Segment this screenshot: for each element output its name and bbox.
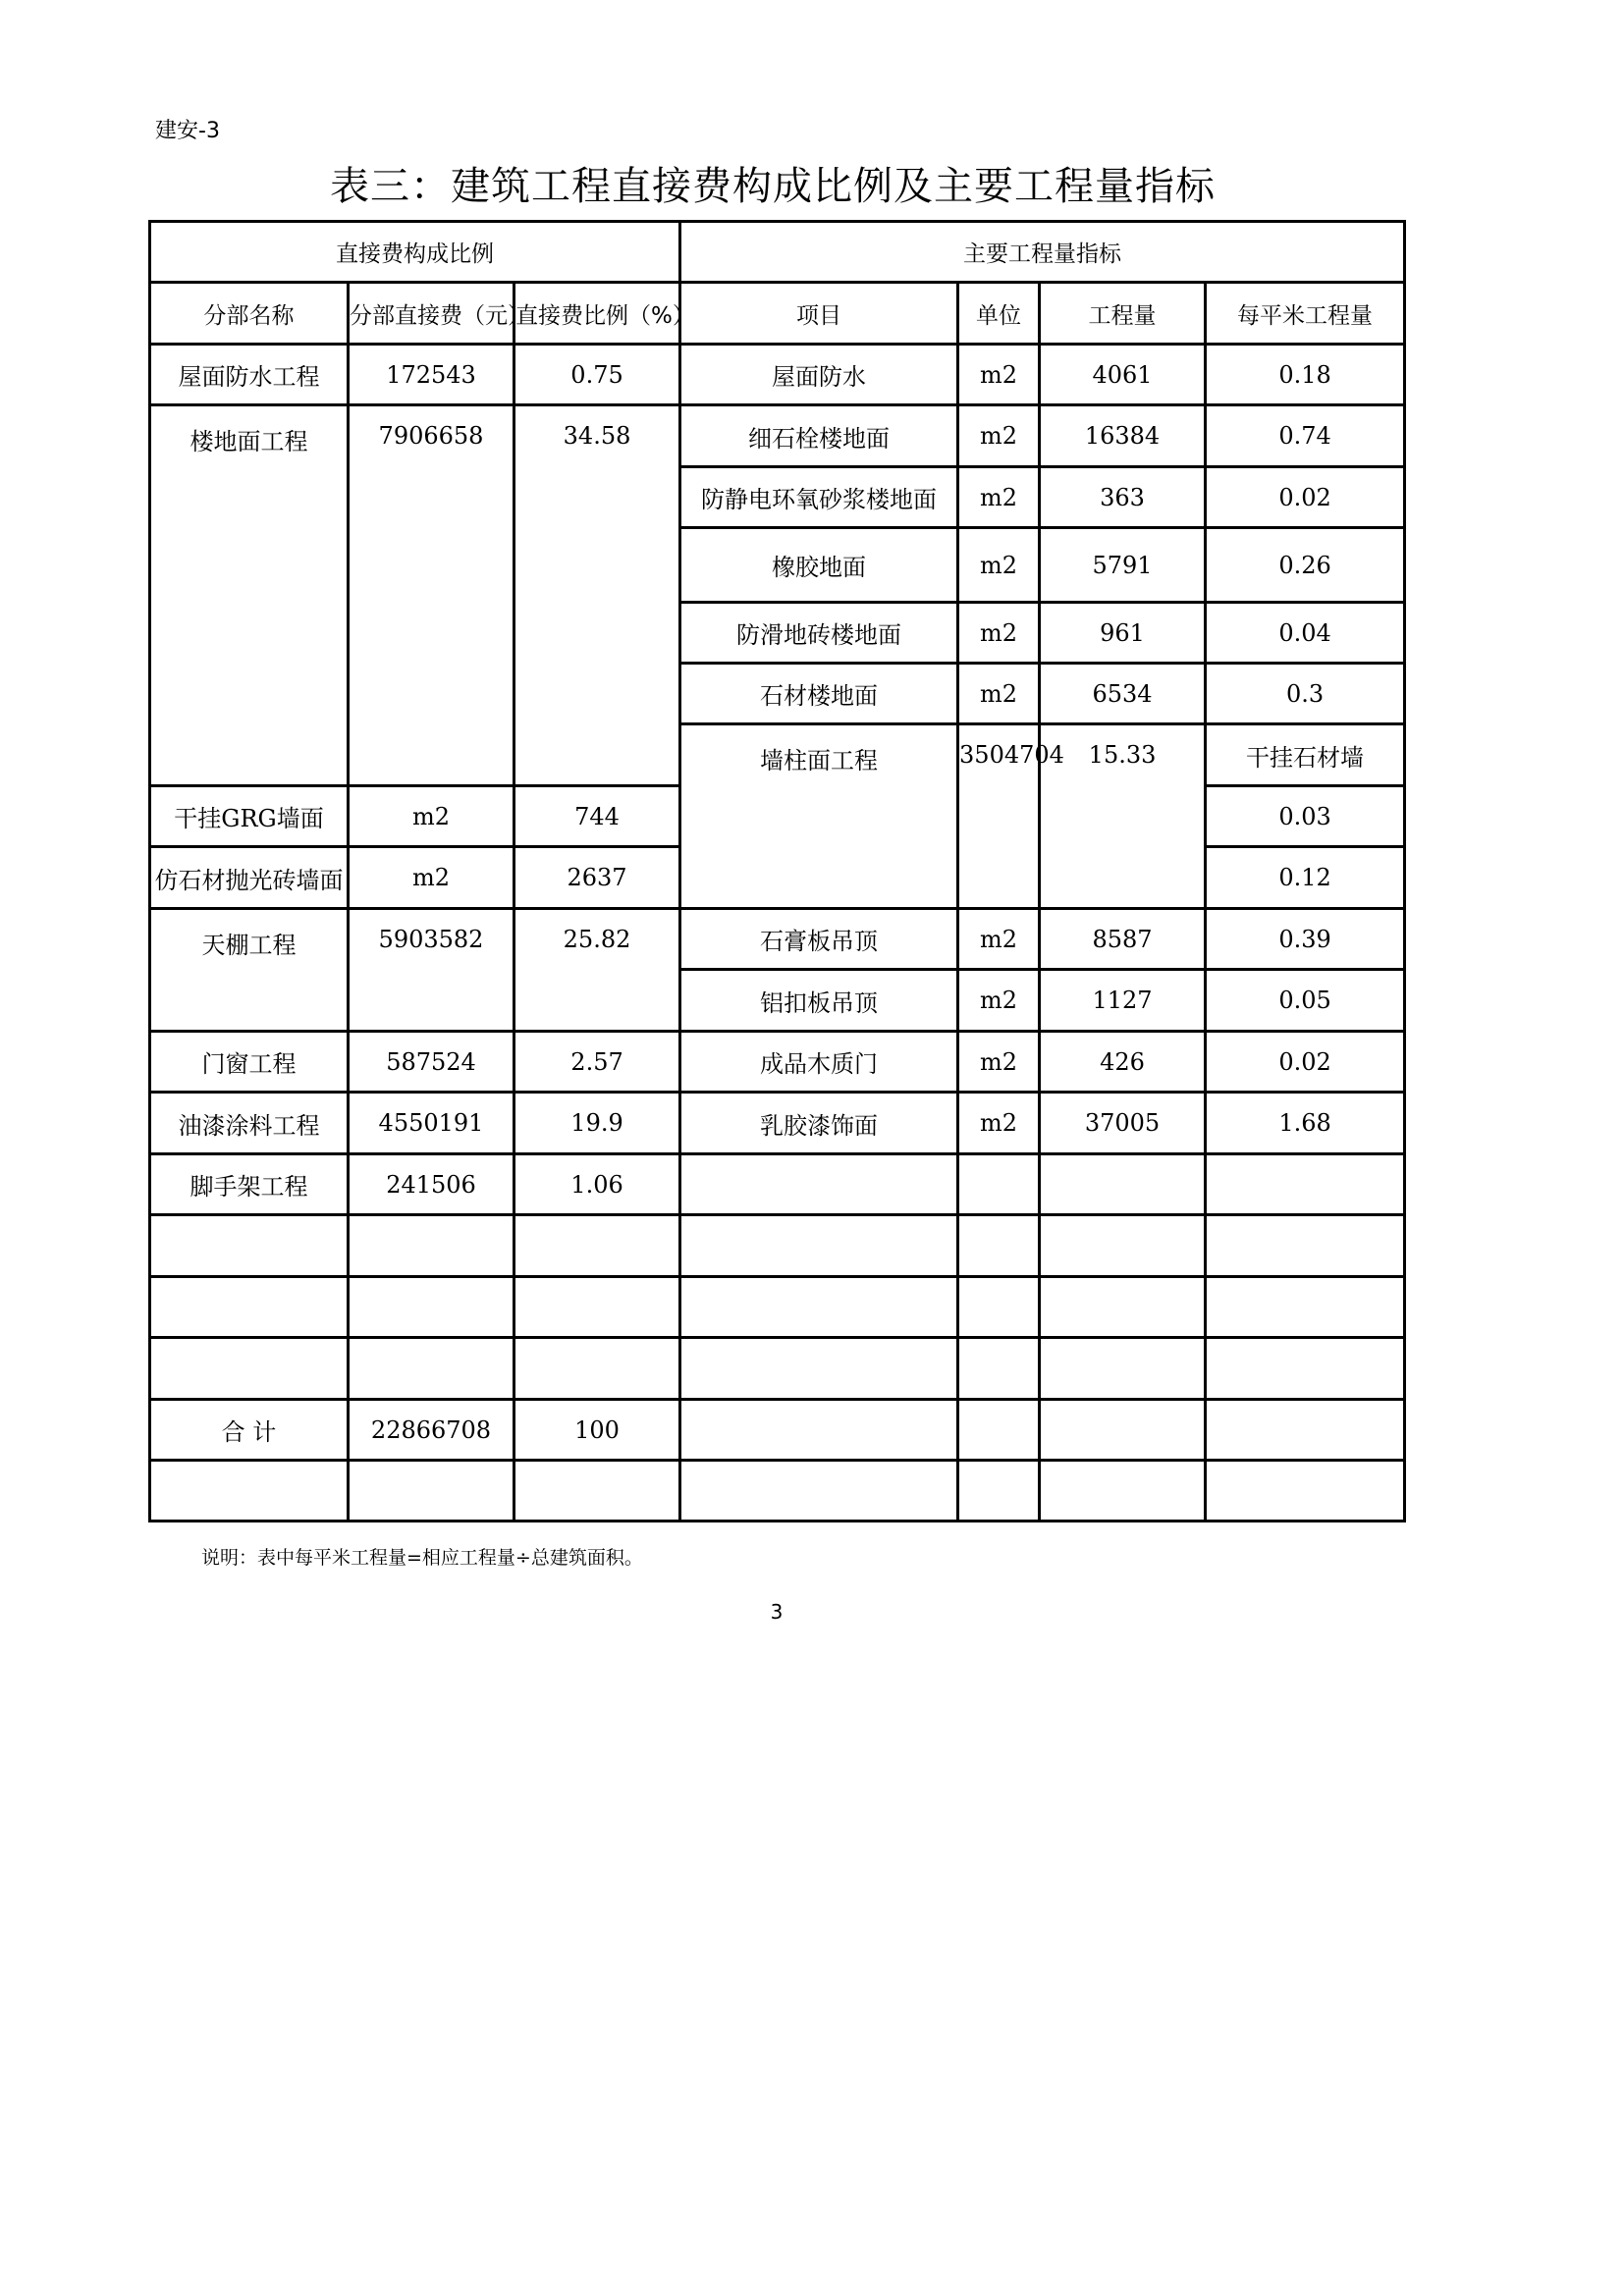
item-name: 石膏板吊顶 bbox=[680, 909, 958, 970]
item-name: 防滑地砖楼地面 bbox=[680, 603, 958, 664]
item-per-sqm: 0.3 bbox=[1206, 664, 1405, 724]
empty-cell bbox=[1040, 1461, 1206, 1522]
item-per-sqm: 0.18 bbox=[1206, 345, 1405, 405]
item-unit: m2 bbox=[958, 345, 1040, 405]
division-ratio: 1.06 bbox=[514, 1154, 680, 1215]
empty-cell bbox=[1040, 1338, 1206, 1400]
item-unit: m2 bbox=[958, 405, 1040, 467]
table-row bbox=[150, 405, 1405, 467]
header-division-cost: 分部直接费（元） bbox=[349, 283, 514, 345]
item-per-sqm: 0.74 bbox=[1206, 405, 1405, 467]
item-name: 乳胶漆饰面 bbox=[680, 1093, 958, 1154]
header-division-name: 分部名称 bbox=[150, 283, 349, 345]
document-code: 建安-3 bbox=[155, 119, 220, 143]
empty-cell bbox=[349, 1277, 514, 1338]
item-name: 干挂GRG墙面 bbox=[150, 786, 349, 847]
item-unit: m2 bbox=[958, 467, 1040, 528]
table-row bbox=[150, 1093, 1405, 1154]
empty-cell bbox=[1040, 1277, 1206, 1338]
item-unit: m2 bbox=[958, 970, 1040, 1032]
item-qty: 363 bbox=[1040, 467, 1206, 528]
empty-row bbox=[150, 1461, 1405, 1522]
table-row bbox=[150, 345, 1405, 405]
header-quantity: 工程量 bbox=[1040, 283, 1206, 345]
table-row bbox=[150, 1032, 1405, 1093]
item-unit: m2 bbox=[958, 664, 1040, 724]
item-per-sqm: 0.26 bbox=[1206, 528, 1405, 603]
item-qty: 1127 bbox=[1040, 970, 1206, 1032]
empty-row bbox=[150, 1215, 1405, 1277]
division-name: 油漆涂料工程 bbox=[150, 1093, 349, 1154]
item-unit: m2 bbox=[958, 528, 1040, 603]
empty-cell bbox=[958, 1277, 1040, 1338]
empty-cell bbox=[150, 1338, 349, 1400]
empty-cell bbox=[958, 1461, 1040, 1522]
empty-cell bbox=[150, 1277, 349, 1338]
table-title: 表三：建筑工程直接费构成比例及主要工程量指标 bbox=[330, 164, 1216, 209]
empty-row bbox=[150, 1338, 1405, 1400]
empty-cell bbox=[150, 1215, 349, 1277]
empty-cell bbox=[680, 1400, 958, 1461]
division-name: 天棚工程 bbox=[150, 909, 349, 1032]
item-per-sqm: 0.02 bbox=[1206, 467, 1405, 528]
item-qty: 4061 bbox=[1040, 345, 1206, 405]
item-name: 铝扣板吊顶 bbox=[680, 970, 958, 1032]
item-qty: 426 bbox=[1040, 1032, 1206, 1093]
item-qty: 2637 bbox=[514, 847, 680, 909]
empty-cell bbox=[680, 1154, 958, 1215]
item-unit: m2 bbox=[958, 909, 1040, 970]
empty-cell bbox=[349, 1338, 514, 1400]
header-item: 项目 bbox=[680, 283, 958, 345]
header-per-sqm: 每平米工程量 bbox=[1206, 283, 1405, 345]
division-ratio: 34.58 bbox=[514, 405, 680, 786]
division-cost: 172543 bbox=[349, 345, 514, 405]
empty-cell bbox=[680, 1461, 958, 1522]
item-per-sqm: 0.05 bbox=[1206, 970, 1405, 1032]
table-note: 说明：表中每平米工程量=相应工程量÷总建筑面积。 bbox=[201, 1547, 643, 1569]
empty-cell bbox=[958, 1215, 1040, 1277]
total-cost: 22866708 bbox=[349, 1400, 514, 1461]
empty-row bbox=[150, 1277, 1405, 1338]
table-row bbox=[150, 909, 1405, 970]
division-cost: 4550191 bbox=[349, 1093, 514, 1154]
division-ratio: 2.57 bbox=[514, 1032, 680, 1093]
item-unit: m2 bbox=[958, 1093, 1040, 1154]
empty-cell bbox=[958, 1338, 1040, 1400]
total-row bbox=[150, 1400, 1405, 1461]
total-ratio: 100 bbox=[514, 1400, 680, 1461]
item-per-sqm: 0.04 bbox=[1206, 603, 1405, 664]
item-per-sqm: 1.68 bbox=[1206, 1093, 1405, 1154]
division-ratio: 25.82 bbox=[514, 909, 680, 1032]
item-per-sqm: 0.12 bbox=[1206, 847, 1405, 909]
item-qty: 744 bbox=[514, 786, 680, 847]
empty-cell bbox=[680, 1215, 958, 1277]
header-unit: 单位 bbox=[958, 283, 1040, 345]
empty-cell bbox=[1206, 1215, 1405, 1277]
item-qty: 961 bbox=[1040, 603, 1206, 664]
empty-cell bbox=[349, 1461, 514, 1522]
empty-cell bbox=[958, 1154, 1040, 1215]
division-cost: 5903582 bbox=[349, 909, 514, 1032]
empty-cell bbox=[1040, 1215, 1206, 1277]
division-ratio: 15.33 bbox=[1040, 724, 1206, 909]
item-name: 成品木质门 bbox=[680, 1032, 958, 1093]
cost-table bbox=[148, 220, 1406, 1522]
division-ratio: 0.75 bbox=[514, 345, 680, 405]
empty-cell bbox=[1206, 1400, 1405, 1461]
division-ratio: 19.9 bbox=[514, 1093, 680, 1154]
division-name: 楼地面工程 bbox=[150, 405, 349, 786]
item-per-sqm: 0.39 bbox=[1206, 909, 1405, 970]
empty-cell bbox=[1040, 1154, 1206, 1215]
empty-cell bbox=[1206, 1461, 1405, 1522]
division-name: 墙柱面工程 bbox=[680, 724, 958, 909]
empty-cell bbox=[514, 1215, 680, 1277]
table-row bbox=[150, 1154, 1405, 1215]
item-name: 仿石材抛光砖墙面 bbox=[150, 847, 349, 909]
item-unit: m2 bbox=[349, 786, 514, 847]
empty-cell bbox=[514, 1277, 680, 1338]
item-name: 橡胶地面 bbox=[680, 528, 958, 603]
empty-cell bbox=[958, 1400, 1040, 1461]
item-qty: 5791 bbox=[1040, 528, 1206, 603]
item-qty: 16384 bbox=[1040, 405, 1206, 467]
empty-cell bbox=[1040, 1400, 1206, 1461]
item-unit: m2 bbox=[958, 603, 1040, 664]
item-name: 防静电环氧砂浆楼地面 bbox=[680, 467, 958, 528]
empty-cell bbox=[150, 1461, 349, 1522]
division-name: 屋面防水工程 bbox=[150, 345, 349, 405]
empty-cell bbox=[349, 1215, 514, 1277]
division-cost: 3504704 bbox=[958, 724, 1040, 909]
division-cost: 241506 bbox=[349, 1154, 514, 1215]
right-group-header: 主要工程量指标 bbox=[680, 222, 1405, 283]
item-per-sqm: 0.02 bbox=[1206, 1032, 1405, 1093]
division-cost: 7906658 bbox=[349, 405, 514, 786]
empty-cell bbox=[1206, 1277, 1405, 1338]
item-per-sqm: 0.03 bbox=[1206, 786, 1405, 847]
page-number: 3 bbox=[770, 1600, 784, 1624]
header-cost-ratio: 直接费比例（%） bbox=[514, 283, 680, 345]
item-name: 屋面防水 bbox=[680, 345, 958, 405]
item-name: 石材楼地面 bbox=[680, 664, 958, 724]
item-unit: m2 bbox=[349, 847, 514, 909]
total-label: 合 计 bbox=[150, 1400, 349, 1461]
item-name: 干挂石材墙 bbox=[1206, 724, 1405, 786]
item-qty: 8587 bbox=[1040, 909, 1206, 970]
division-cost: 587524 bbox=[349, 1032, 514, 1093]
group-header-row bbox=[150, 222, 1405, 283]
empty-cell bbox=[514, 1338, 680, 1400]
empty-cell bbox=[514, 1461, 680, 1522]
item-name: 细石栓楼地面 bbox=[680, 405, 958, 467]
empty-cell bbox=[1206, 1338, 1405, 1400]
division-name: 脚手架工程 bbox=[150, 1154, 349, 1215]
empty-cell bbox=[680, 1338, 958, 1400]
division-name: 门窗工程 bbox=[150, 1032, 349, 1093]
item-qty: 37005 bbox=[1040, 1093, 1206, 1154]
empty-cell bbox=[680, 1277, 958, 1338]
item-unit: m2 bbox=[958, 1032, 1040, 1093]
item-qty: 6534 bbox=[1040, 664, 1206, 724]
left-group-header: 直接费构成比例 bbox=[150, 222, 680, 283]
empty-cell bbox=[1206, 1154, 1405, 1215]
column-header-row bbox=[150, 283, 1405, 345]
